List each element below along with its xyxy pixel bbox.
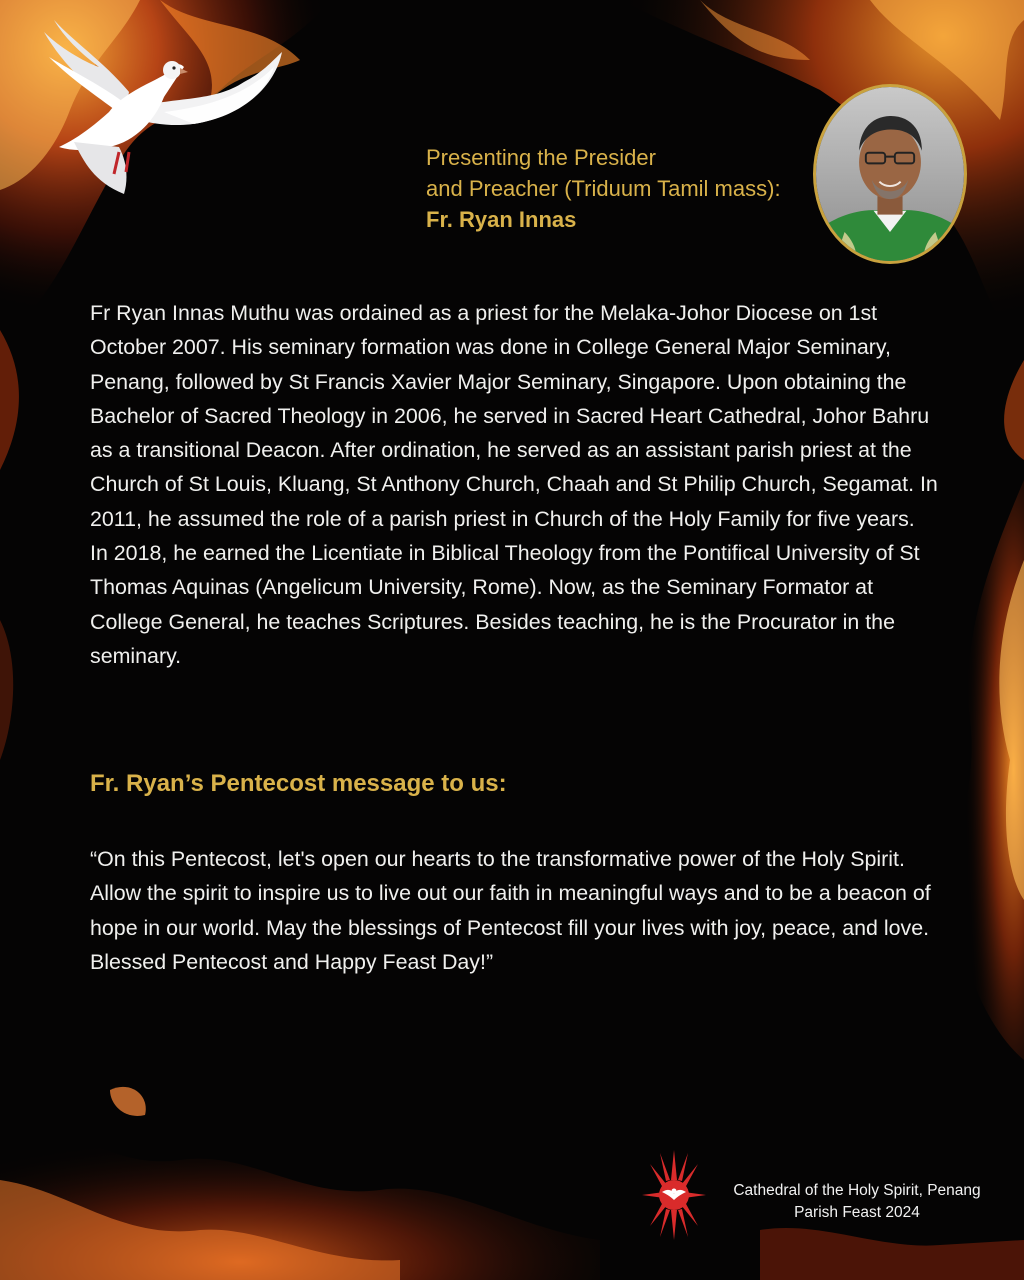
biography (90, 296, 940, 673)
biography-paragraph-1: Fr Ryan Innas Muthu was ordained as a priest for the Melaka-Johor Diocese on 1st October 2007. His seminary formation was done in College General Major Seminary, Penang, followed by St Francis Xavier Major Seminary, Singapore. Upon obtaining the Bachelor of Sacred Theology in 2006, he served in Sacred Heart Cathedral, Johor Bahru as a transitional Deacon. After ordination, he served as an assistant parish priest at the Church of St Louis, Kluang, St Anthony Church, Chaah and St Philip Church, Segamat. In 2011, he assumed the role of a parish priest in Church of the Holy Family for five years. (90, 301, 938, 531)
pentecost-message: “On this Pentecost, let's open our hearts to the transformative power of the Holy Spirit. Allow the spirit to inspire us to live out our faith in meaningful ways and to be a beacon of hope in our world. May the blessings of Pentecost fill your lives with joy, peace, and love. Blessed Pentecost and Happy Feast Day!” (90, 847, 931, 974)
presenter-name: Fr. Ryan Innas (426, 207, 577, 232)
heading-line-1: Presenting the Presider (426, 145, 656, 170)
dove-icon (14, 12, 284, 197)
biography-paragraph-2: In 2018, he earned the Licentiate in Biblical Theology from the Pontifical University of St Thomas Aquinas (Angelicum University, Rome). Now, as the Seminary Formator at College General, he teaches Scriptures. Besides teaching, he is the Procurator in the seminary. (90, 541, 920, 668)
message-title: Fr. Ryan’s Pentecost message to us: (90, 770, 507, 797)
presenter-heading (426, 142, 781, 235)
holy-spirit-logo-icon (642, 1150, 706, 1240)
footer-event: Parish Feast 2024 (794, 1204, 920, 1221)
footer (642, 1150, 1002, 1240)
heading-line-2: and Preacher (Triduum Tamil mass): (426, 176, 781, 201)
footer-cathedral-name: Cathedral of the Holy Spirit, Penang (733, 1182, 981, 1199)
footer-text (714, 1180, 1000, 1224)
avatar (813, 84, 967, 264)
